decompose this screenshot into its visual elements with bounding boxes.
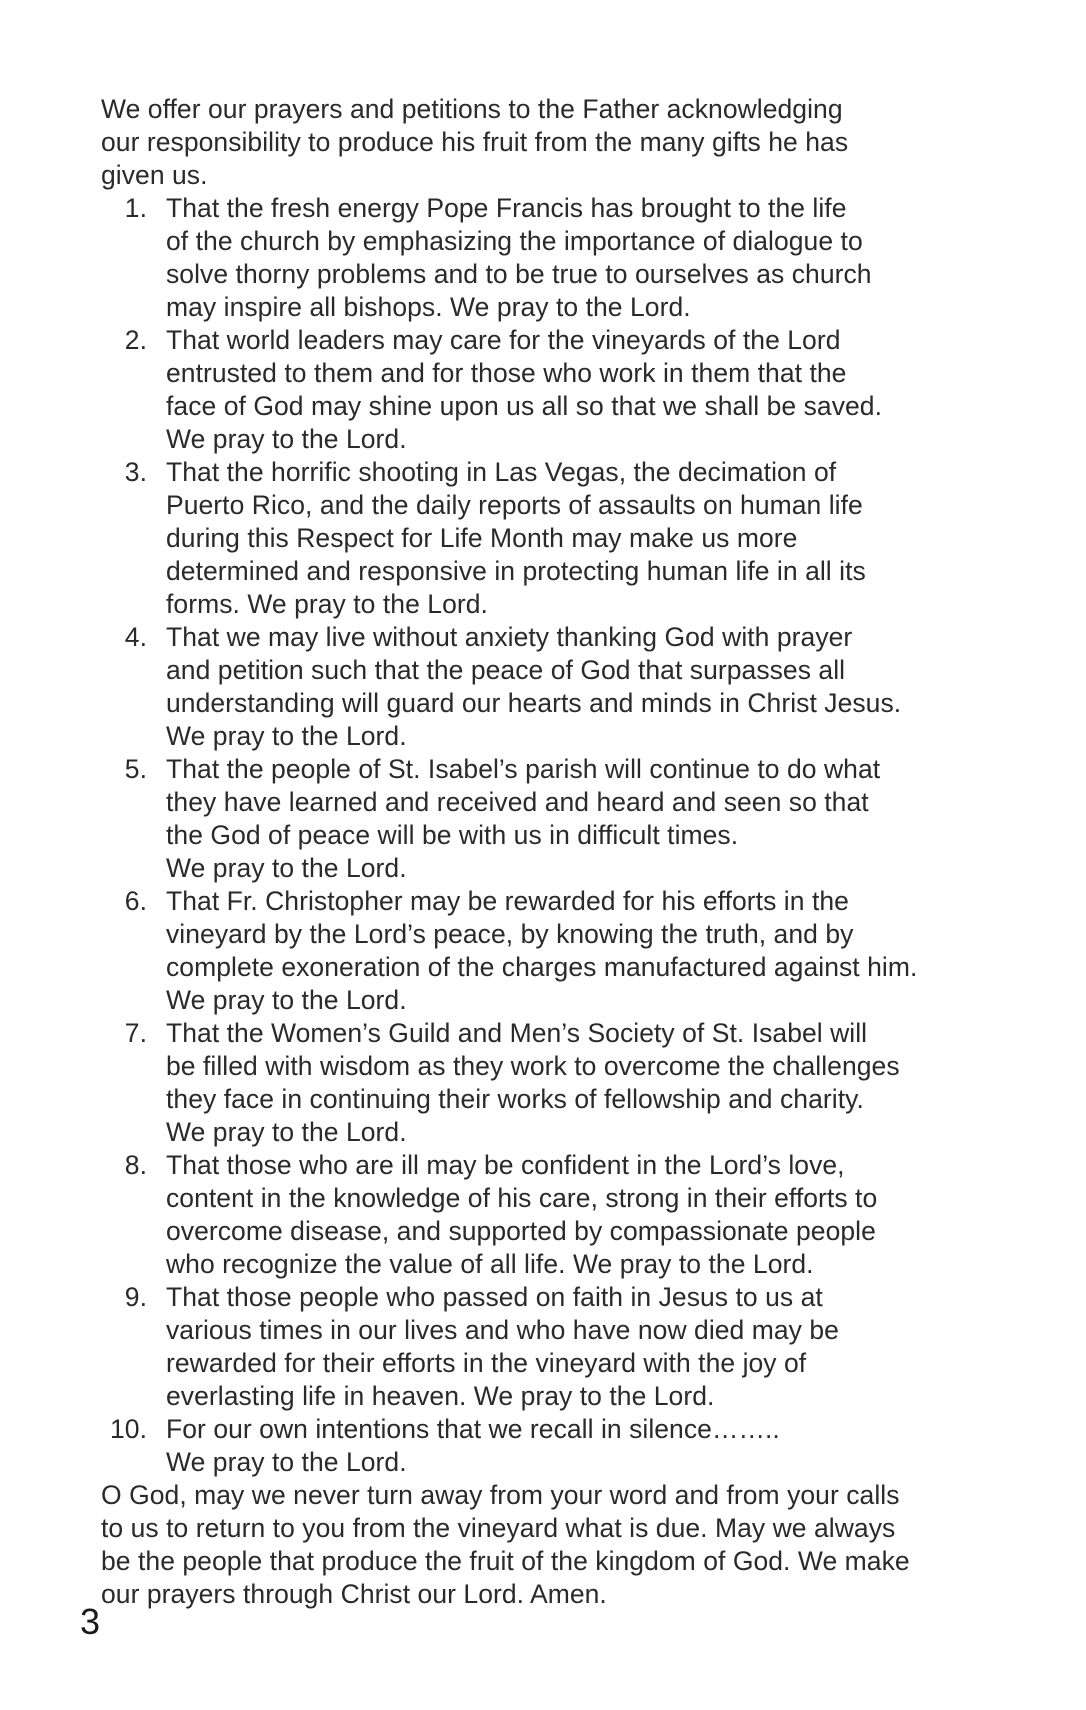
petition-item [101, 1281, 1031, 1413]
petition-text: That Fr. Christopher may be rewarded for his efforts in the vineyard by the Lord’s peace, by knowing the truth, and by complete exoneration of the charges manufactured against him. We pray to the Lord. [166, 886, 918, 1015]
petition-number: 4. [124, 622, 147, 652]
petition-number: 3. [124, 457, 147, 487]
petition-number: 7. [124, 1018, 147, 1048]
intro-paragraph: We offer our prayers and petitions to the Father acknowledging our responsibility to produce his fruit from the many gifts he has given us. [101, 94, 849, 190]
petition-text: That those people who passed on faith in Jesus to us at various times in our lives and who have now died may be rewarded for their efforts in the vineyard with the joy of everlasting life in heaven. We pray to the Lord. [166, 1282, 839, 1411]
petition-item [101, 1149, 1031, 1281]
petition-item [101, 753, 1031, 885]
petition-text: That the horrific shooting in Las Vegas, the decimation of Puerto Rico, and the daily reports of assaults on human life during this Respect for Life Month may make us more determined and responsive in protecting human life in all its forms. We pray to the Lord. [166, 457, 866, 619]
petition-number: 8. [124, 1150, 147, 1180]
petition-number: 2. [124, 325, 147, 355]
petitions-list [101, 192, 1031, 1479]
petition-text: That we may live without anxiety thanking God with prayer and petition such that the peace of God that surpasses all understanding will guard our hearts and minds in Christ Jesus. We pray to the Lord. [166, 622, 902, 751]
petition-text: That the fresh energy Pope Francis has brought to the life of the church by emphasizing the importance of dialogue to solve thorny problems and to be true to ourselves as church may inspire all bishops. We pray to the Lord. [166, 193, 872, 322]
petition-text: That world leaders may care for the vineyards of the Lord entrusted to them and for those who work in them that the face of God may shine upon us all so that we shall be saved. We pray to the Lord. [166, 325, 882, 454]
petition-number: 5. [124, 754, 147, 784]
petition-item [101, 1413, 1031, 1479]
petition-item [101, 1017, 1031, 1149]
petition-item [101, 621, 1031, 753]
petition-number: 10. [110, 1414, 147, 1444]
petition-number: 6. [124, 886, 147, 916]
petition-number: 1. [124, 193, 147, 223]
closing-prayer: O God, may we never turn away from your word and from your calls to us to return to you from the vineyard what is due. May we always be the people that produce the fruit of the kingdom of God. We make our prayers through Christ our Lord. Amen. [101, 1480, 910, 1609]
petition-text: That the people of St. Isabel’s parish will continue to do what they have learned and received and heard and seen so that the God of peace will be with us in difficult times. We pray to the Lord. [166, 754, 881, 883]
prayer-page [101, 93, 1031, 1611]
petition-text: That the Women’s Guild and Men’s Society of St. Isabel will be filled with wisdom as they work to overcome the challenges they face in continuing their works of fellowship and charity. We pray to the Lord. [166, 1018, 900, 1147]
petition-text: That those who are ill may be confident in the Lord’s love, content in the knowledge of his care, strong in their efforts to overcome disease, and supported by compassionate people who recognize the value of all life. We pray to the Lord. [166, 1150, 878, 1279]
petition-item [101, 456, 1031, 621]
petition-item [101, 192, 1031, 324]
petition-number: 9. [124, 1282, 147, 1312]
petition-item [101, 885, 1031, 1017]
petition-item [101, 324, 1031, 456]
petition-text: For our own intentions that we recall in silence…….. We pray to the Lord. [166, 1414, 780, 1477]
page-number: 3 [80, 1601, 101, 1642]
